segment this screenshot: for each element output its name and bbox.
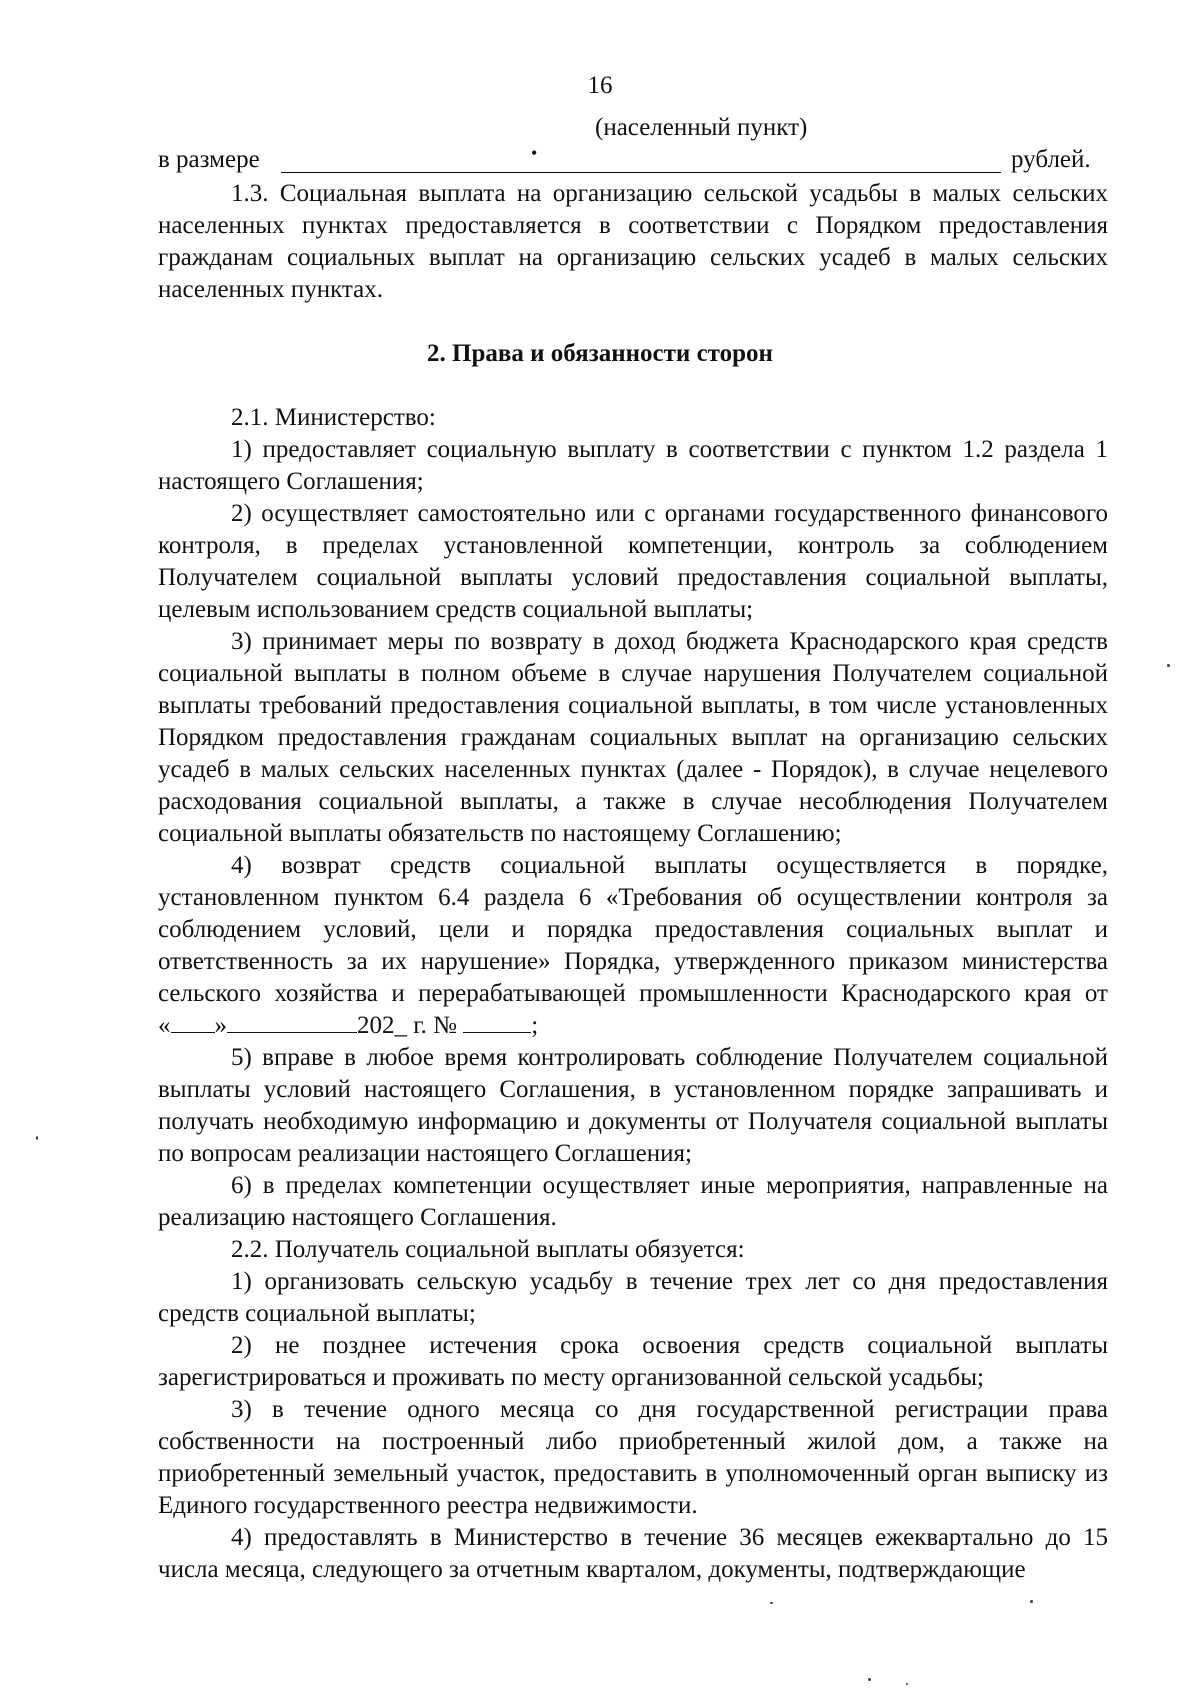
- date-line-end: ;: [531, 1012, 539, 1039]
- date-line: [158, 1010, 1108, 1042]
- amount-prefix: в размере: [158, 146, 260, 173]
- scan-mark: •: [531, 143, 538, 163]
- clause-2-2-1: 1) организовать сельскую усадьбу в течение трех лет со дня предоставления средств социальной выплаты;: [158, 1268, 1108, 1327]
- scan-speck: [906, 1683, 908, 1685]
- clause-2-1-6: 6) в пределах компетенции осуществляет иные мероприятия, направленные на реализацию настоящего Соглашения.: [158, 1172, 1108, 1231]
- settlement-caption: (населенный пункт): [595, 114, 808, 141]
- clause-2-2-3: 3) в течение одного месяца со дня государственной регистрации права собственности на построенный либо приобретенный жилой дом, а также на приобретенный земельный участок, предоставить в уполномоченный орган выписку из Единого государственного реестра недвижимости.: [158, 1396, 1108, 1519]
- day-blank: [171, 1010, 215, 1033]
- date-quote-close: »: [214, 1012, 227, 1039]
- section-2-text: [158, 402, 1108, 1586]
- amount-blank-line: [281, 172, 1001, 173]
- scan-speck: [1030, 1600, 1033, 1603]
- clause-1-3: 1.3. Социальная выплата на организацию сельской усадьбы в малых сельских населенных пунктах предоставляется в соответствии с Порядком предоставления гражданам социальных выплат на организацию сельских усадеб в малых сельских населенных пунктах.: [158, 180, 1108, 303]
- month-blank: [227, 1010, 357, 1033]
- section-2-heading: 2. Права и обязанности сторон: [427, 340, 773, 367]
- scan-speck: [36, 1136, 38, 1140]
- clause-2-1-1: 1) предоставляет социальную выплату в соответствии с пунктом 1.2 раздела 1 настоящего Соглашения;: [158, 436, 1108, 495]
- clause-2-1-5: 5) вправе в любое время контролировать соблюдение Получателем социальной выплаты условий настоящего Соглашения, в установленном порядке запрашивать и получать необходимую информацию и документы от Получателя социальной выплаты по вопросам реализации настоящего Соглашения;: [158, 1044, 1108, 1167]
- clause-2-2-title: 2.2. Получатель социальной выплаты обязуется:: [231, 1236, 745, 1263]
- section-1-text: [158, 178, 1108, 306]
- clause-2-2-2: 2) не позднее истечения срока освоения средств социальной выплаты зарегистрироваться и проживать по месту организованной сельской усадьбы;: [158, 1332, 1108, 1391]
- clause-2-1-2: 2) осуществляет самостоятельно или с органами государственного финансового контроля, в пределах установленной компетенции, контроль за соблюдением Получателем социальной выплаты условий предоставления социальной выплаты, целевым использованием средств социальной выплаты;: [158, 500, 1108, 623]
- scan-speck: [868, 1678, 871, 1681]
- scan-speck: [1167, 664, 1170, 667]
- date-quote-open: «: [158, 1012, 171, 1039]
- scan-speck: [770, 1602, 773, 1604]
- date-year-number: 202_ г. №: [357, 1012, 458, 1039]
- clause-2-1-title: 2.1. Министерство:: [231, 404, 436, 431]
- clause-2-2-4: 4) предоставлять в Министерство в течение 36 месяцев ежеквартально до 15 числа месяца, следующего за отчетным кварталом, документы, подтверждающие: [158, 1524, 1108, 1583]
- clause-2-1-3: 3) принимает меры по возврату в доход бюджета Краснодарского края средств социальной выплаты в полном объеме в случае нарушения Получателем социальной выплаты требований предоставления социальной выплаты, в том числе установленных Порядком предоставления гражданам социальных выплат на организацию сельских усадеб в малых сельских населенных пунктах (далее - Порядок), в случае нецелевого расходования социальной выплаты, а также в случае несоблюдения Получателем социальной выплаты обязательств по настоящему Соглашению;: [158, 628, 1108, 847]
- order-number-blank: [463, 1010, 531, 1033]
- clause-2-1-4: 4) возврат средств социальной выплаты осуществляется в порядке, установленном пунктом 6.4 раздела 6 «Требования об осуществлении контроля за соблюдением условий, цели и порядка предоставления социальных выплат и ответственность за их нарушение» Порядка, утвержденного приказом министерства сельского хозяйства и перерабатывающей промышленности Краснодарского края от: [158, 852, 1108, 1007]
- page-number: 16: [587, 72, 613, 99]
- amount-currency: рублей.: [1011, 146, 1091, 173]
